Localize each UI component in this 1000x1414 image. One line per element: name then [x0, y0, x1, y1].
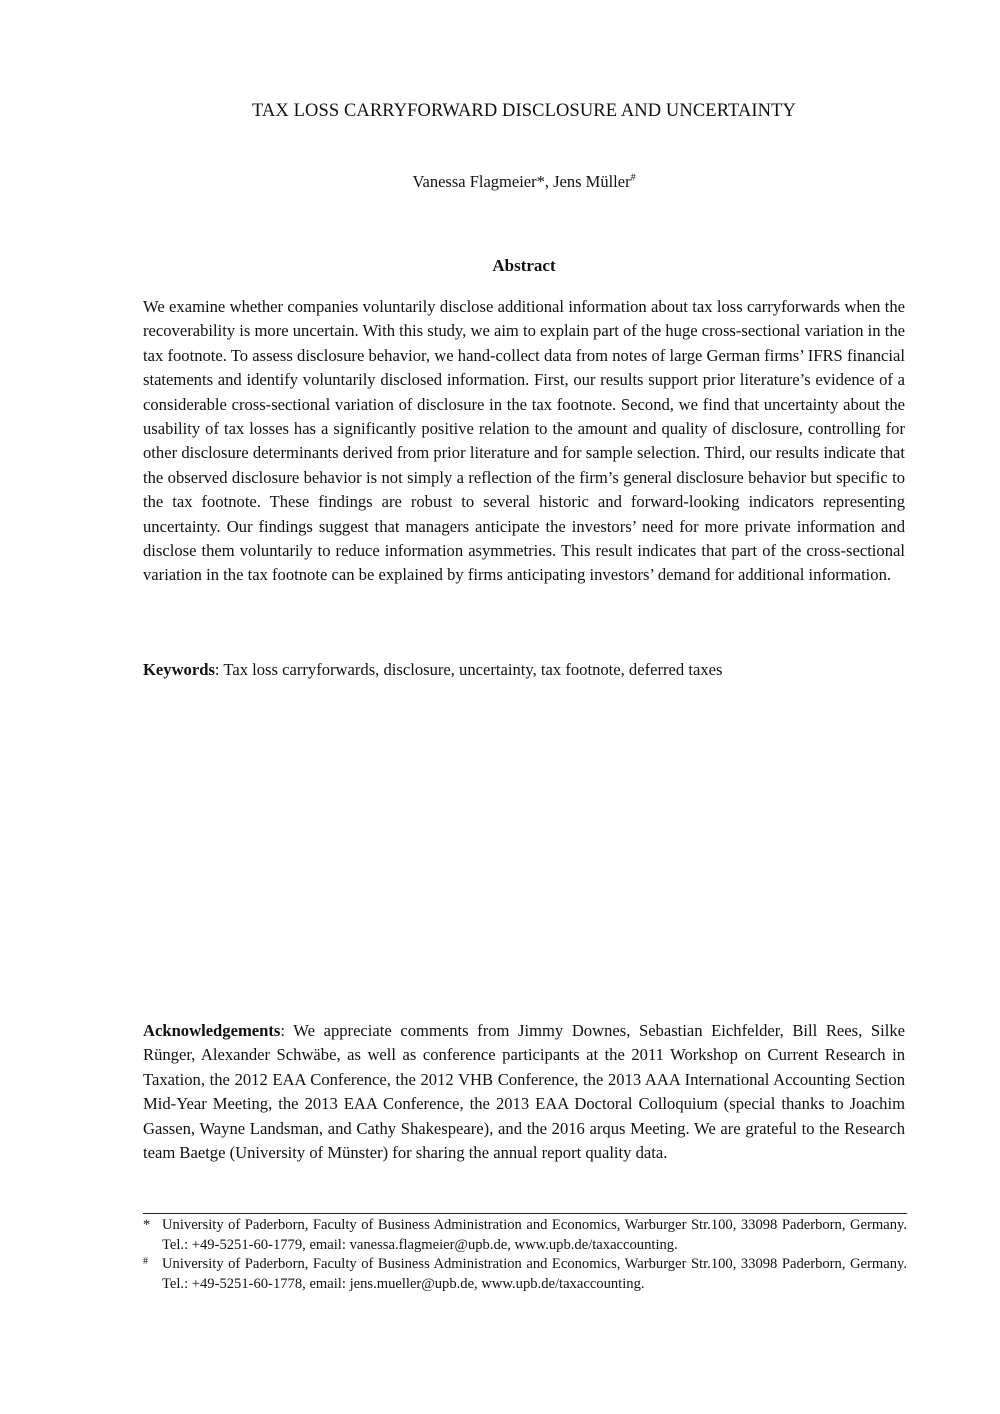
footnote-item: [143, 1255, 907, 1294]
paper-title: TAX LOSS CARRYFORWARD DISCLOSURE AND UNCERTAINTY: [252, 101, 796, 121]
author-separator: ,: [544, 172, 554, 191]
footnote-mark: #: [143, 1256, 148, 1267]
acknowledgements-label: Acknowledgements: [143, 1021, 281, 1040]
keywords-line: [143, 658, 905, 682]
abstract-body: We examine whether companies voluntarily disclose additional information about tax loss carryforwards when the recoverability is more uncertain. With this study, we aim to explain part of the huge cross-sectional variation in the tax footnote. To assess disclosure behavior, we hand-collect data from notes of large German firms’ IFRS financial statements and identify voluntarily disclosed information. First, our results support prior literature’s evidence of a considerable cross-sectional variation of disclosure in the tax footnote. Second, we find that uncertainty about the usability of tax losses has a significantly positive relation to the amount and quality of disclosure, controlling for other disclosure determinants derived from prior literature and for sample selection. Third, our results indicate that the observed disclosure behavior is not simply a reflection of the firm’s general disclosure behavior but specific to the tax footnote. These findings are robust to several historic and forward-looking indicators representing uncertainty. Our findings suggest that managers anticipate the investors’ need for more private information and disclose them voluntarily to reduce information asymmetries. This result indicates that part of the cross-sectional variation in the tax footnote can be explained by firms anticipating investors’ demand for additional information.: [143, 297, 905, 585]
footnote-text: University of Paderborn, Faculty of Business Administration and Economics, Warburger Str.100, 33098 Paderborn, Germany. Tel.: +49-5251-60-1779, email: vanessa.flagmeier@upb.de, www.upb.de/taxaccounting.: [162, 1217, 907, 1253]
footnote-mark: *: [143, 1217, 151, 1233]
author-2: Jens Müller: [553, 172, 631, 191]
acknowledgements-paragraph: [143, 1019, 905, 1165]
footnote-item: [143, 1216, 907, 1255]
author-2-footnote-mark: #: [630, 172, 636, 184]
author-1: Vanessa Flagmeier*: [412, 172, 545, 191]
acknowledgements-text: : We appreciate comments from Jimmy Downes, Sebastian Eichfelder, Bill Rees, Silke Rünger, Alexander Schwäbe, as well as conference participants at the 2011 Workshop on Current Research in Taxation, the 2012 EAA Conference, the 2012 VHB Conference, the 2013 AAA International Accounting Section Mid-Year Meeting, the 2013 EAA Conference, the 2013 EAA Doctoral Colloquium (special thanks to Joachim Gassen, Wayne Landsman, and Cathy Shakespeare), and the 2016 arqus Meeting. We are grateful to the Research team Baetge (University of Münster) for sharing the annual report quality data.: [143, 1021, 905, 1163]
keywords-text: : Tax loss carryforwards, disclosure, uncertainty, tax footnote, deferred taxes: [214, 660, 723, 679]
footnote-text: University of Paderborn, Faculty of Business Administration and Economics, Warburger Str.100, 33098 Paderborn, Germany. Tel.: +49-5251-60-1778, email: jens.mueller@upb.de, www.upb.de/taxaccounting.: [162, 1256, 907, 1292]
abstract-heading: Abstract: [492, 256, 556, 275]
footnotes: [143, 1216, 907, 1294]
author-line: [0, 172, 1000, 192]
keywords-label: Keywords: [143, 660, 215, 679]
footnote-divider: [143, 1213, 907, 1214]
